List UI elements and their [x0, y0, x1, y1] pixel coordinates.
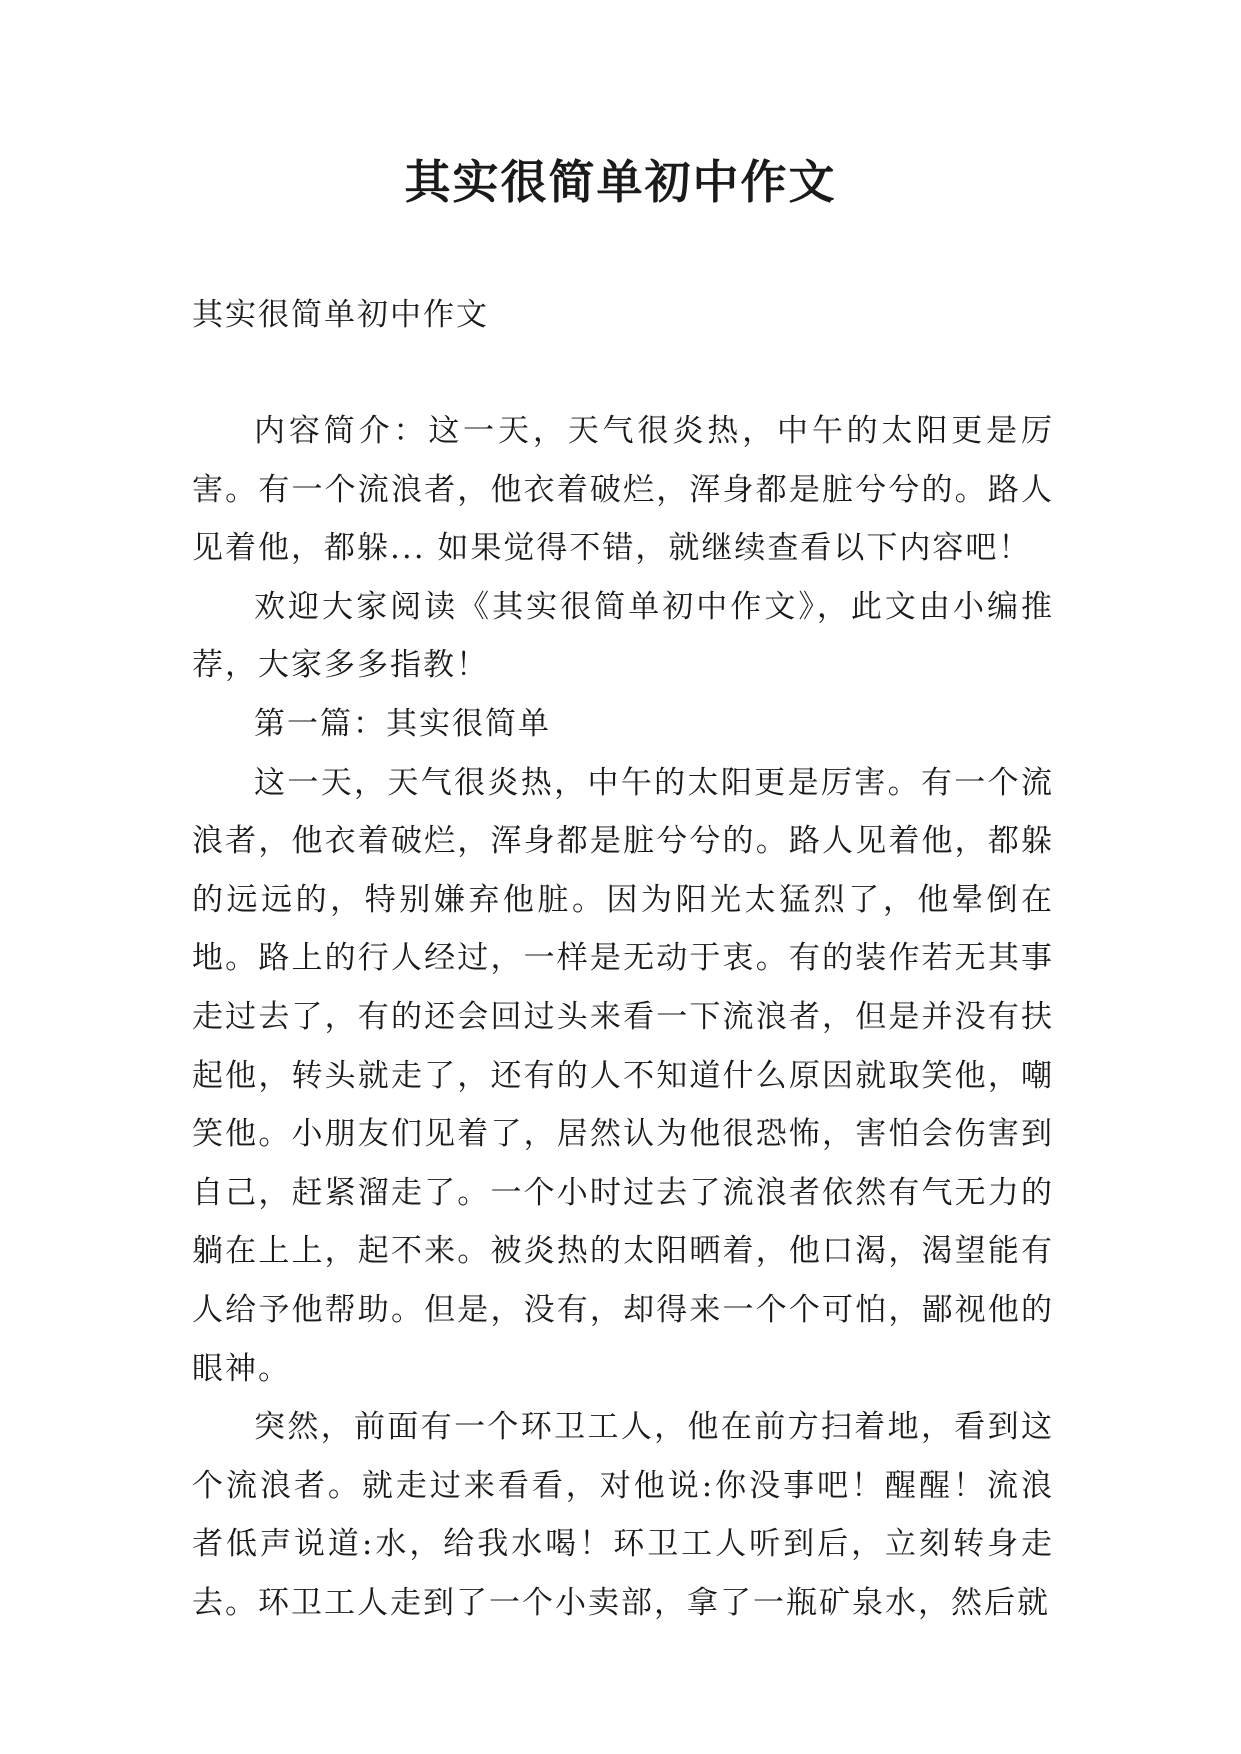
document-body [192, 402, 1054, 1632]
document-title: 其实很简单初中作文 [404, 155, 837, 209]
paragraph-section-heading: 第一篇：其实很简单 [254, 705, 551, 742]
paragraph-summary: 内容简介：这一天，天气很炎热，中午的太阳更是厉害。有一个流浪者，他衣着破烂，浑身都是脏兮兮的。路人见着他，都躲... 如果觉得不错，就继续查看以下内容吧！ [192, 413, 1054, 567]
paragraph-story-2: 突然，前面有一个环卫工人，他在前方扫着地，看到这个流浪者。就走过来看看，对他说:你没事吧！醒醒！流浪者低声说道:水，给我水喝！环卫工人听到后，立刻转身走去。环卫工人走到了一个小卖部，拿了一瓶矿泉水，然后就 [192, 1409, 1054, 1621]
paragraph-welcome: 欢迎大家阅读《其实很简单初中作文》，此文由小编推荐，大家多多指教！ [192, 588, 1054, 684]
document-subtitle: 其实很简单初中作文 [192, 297, 489, 333]
paragraph-story-1: 这一天，天气很炎热，中午的太阳更是厉害。有一个流浪者，他衣着破烂，浑身都是脏兮兮的。路人见着他，都躲的远远的，特别嫌弃他脏。因为阳光太猛烈了，他晕倒在地。路上的行人经过，一样是无动于衷。有的装作若无其事走过去了，有的还会回过头来看一下流浪者，但是并没有扶起他，转头就走了，还有的人不知道什么原因就取笑他，嘲笑他。小朋友们见着了，居然认为他很恐怖，害怕会伤害到自己，赶紧溜走了。一个小时过去了流浪者依然有气无力的躺在上上，起不来。被炎热的太阳晒着，他口渴，渴望能有人给予他帮助。但是，没有，却得来一个个可怕，鄙视他的眼神。 [192, 764, 1054, 1387]
